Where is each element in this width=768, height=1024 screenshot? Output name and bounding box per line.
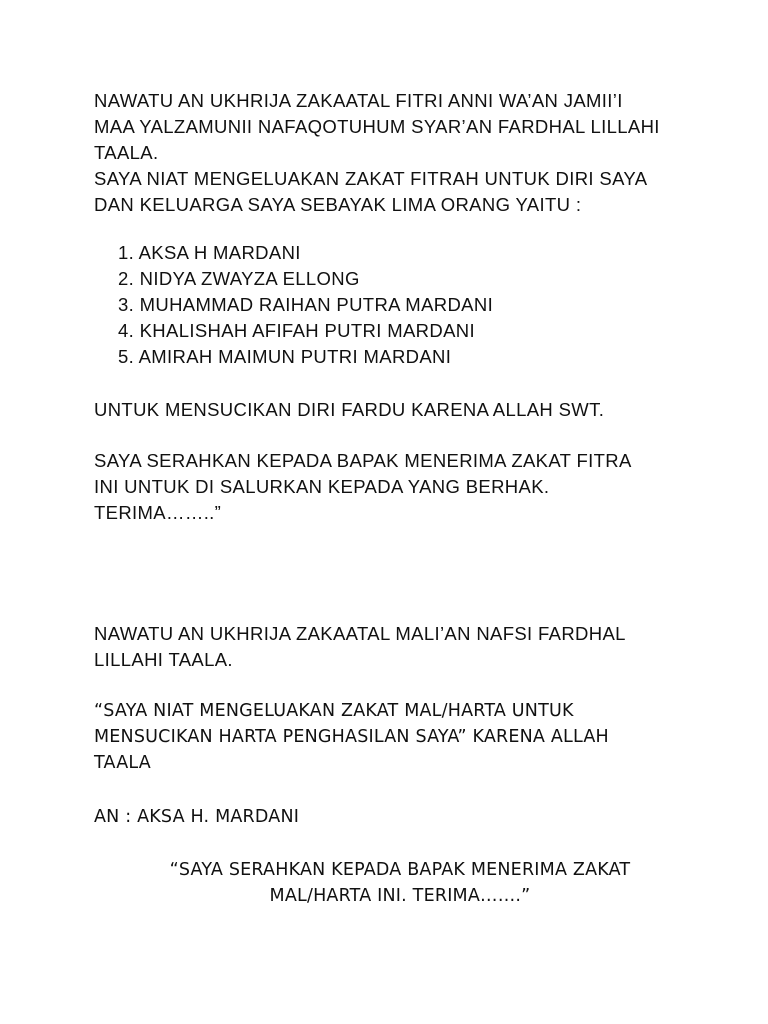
closing-line: MAL/HARTA INI. TERIMA…….” [269, 886, 531, 906]
fitrah-niat-line: NAWATU AN UKHRIJA ZAKAATAL FITRI ANNI WA’AN JAMII’I [94, 90, 623, 111]
mal-an-line [94, 804, 734, 830]
list-item: 3. MUHAMMAD RAIHAN PUTRA MARDANI [118, 294, 494, 315]
fitrah-niat-line: MAA YALZAMUNII NAFAQOTUHUM SYAR’AN FARDHAL LILLAHI [94, 116, 660, 137]
mal-niat-paragraph [94, 621, 734, 673]
family-name-list [118, 240, 493, 370]
fitrah-handover-paragraph [94, 448, 734, 526]
mal-niat-line: LILLAHI TAALA. [94, 649, 233, 670]
mal-statement-paragraph [94, 698, 734, 776]
list-item: 4. KHALISHAH AFIFAH PUTRI MARDANI [118, 320, 475, 341]
closing-line: “SAYA SERAHKAN KEPADA BAPAK MENERIMA ZAKAT [169, 860, 631, 880]
mal-niat-line: NAWATU AN UKHRIJA ZAKAATAL MALI’AN NAFSI FARDHAL [94, 623, 626, 644]
purpose-text: UNTUK MENSUCIKAN DIRI FARDU KARENA ALLAH SWT. [94, 399, 605, 420]
handover-line: SAYA SERAHKAN KEPADA BAPAK MENERIMA ZAKAT FITRA [94, 450, 632, 471]
statement-line: TAALA [94, 753, 151, 773]
statement-line: MENSUCIKAN HARTA PENGHASILAN SAYA” KARENA ALLAH [94, 727, 609, 747]
fitrah-purpose-line [94, 397, 734, 423]
an-text: AN : AKSA H. MARDANI [94, 807, 300, 827]
fitrah-niat-line: TAALA. [94, 142, 159, 163]
handover-line: TERIMA……..” [94, 502, 222, 523]
fitrah-niat-paragraph [94, 88, 734, 218]
handover-line: INI UNTUK DI SALURKAN KEPADA YANG BERHAK. [94, 476, 550, 497]
statement-line: “SAYA NIAT MENGELUAKAN ZAKAT MAL/HARTA UNTUK [94, 701, 574, 721]
list-item: 2. NIDYA ZWAYZA ELLONG [118, 268, 360, 289]
fitrah-niat-line: DAN KELUARGA SAYA SEBAYAK LIMA ORANG YAITU : [94, 194, 582, 215]
list-item: 5. AMIRAH MAIMUN PUTRI MARDANI [118, 346, 452, 367]
list-item: 1. AKSA H MARDANI [118, 242, 301, 263]
fitrah-niat-line: SAYA NIAT MENGELUAKAN ZAKAT FITRAH UNTUK DIRI SAYA [94, 168, 648, 189]
mal-closing-paragraph [94, 857, 706, 909]
